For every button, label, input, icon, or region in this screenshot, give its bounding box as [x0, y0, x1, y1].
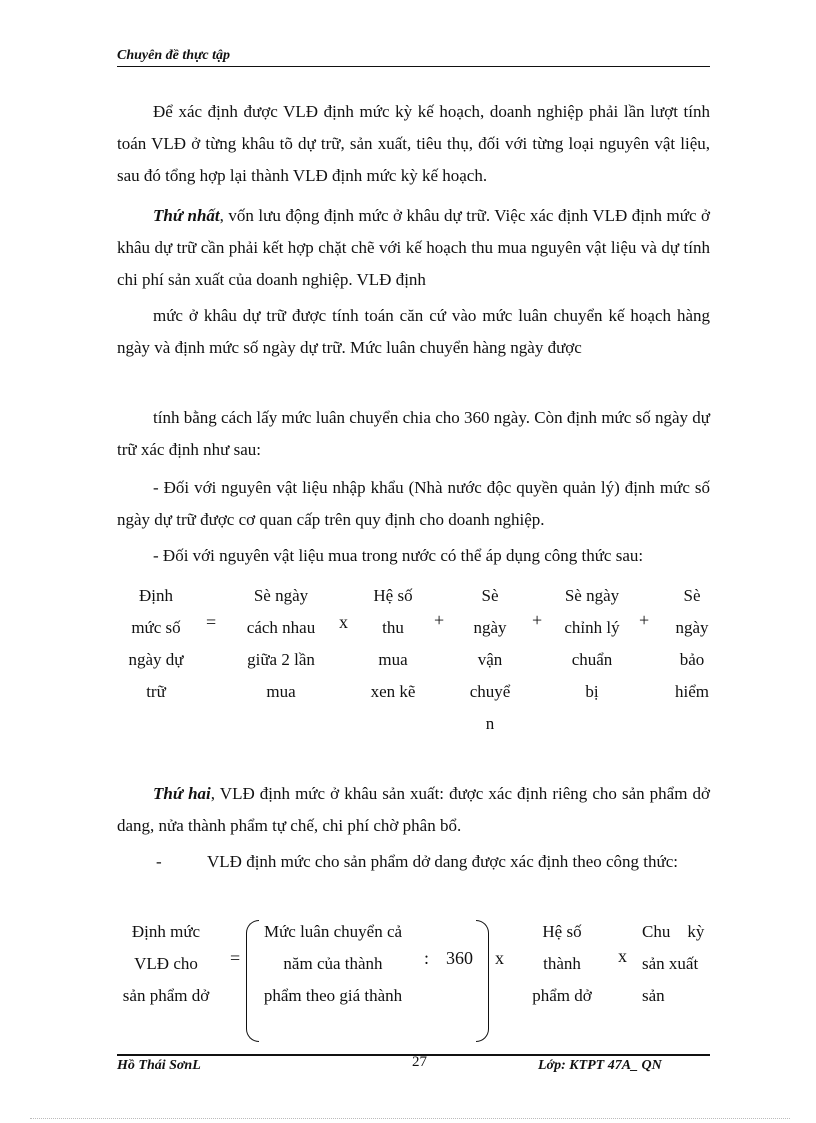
- header-title: Chuyên đề thực tập: [117, 48, 231, 63]
- paragraph-1: Để xác định được VLĐ định mức kỳ kế hoạch, doanh nghiệp phải lần lượt tính toán VLĐ ở từng khâu tõ dự trữ, sản xuất, tiêu thụ, đối với từng loại nguyên vật liệu, sau đó tổng hợp lại thành VLĐ định mức kỳ kế hoạch.: [117, 102, 710, 185]
- paragraph-7: [117, 778, 710, 842]
- f1-plus-2: +: [532, 610, 543, 630]
- header-rule: [117, 66, 710, 67]
- paragraph-7-lead: Thứ hai: [153, 784, 211, 803]
- f2-times-1: x: [495, 948, 504, 968]
- f1-plus-3: +: [639, 610, 650, 630]
- f2-right-paren: [476, 920, 489, 1042]
- f1-times: x: [339, 612, 348, 632]
- f2-term-cycle: Chu kỳ sản xuất sản: [642, 922, 705, 1005]
- footer-author: Hồ Thái SơnL: [117, 1058, 201, 1073]
- f2-term-coefficient: Hệ số thành phẩm dở: [532, 922, 592, 1005]
- paragraph-8: VLĐ định mức cho sản phẩm dở dang được xác định theo công thức:: [207, 852, 678, 871]
- f2-360: 360: [446, 948, 473, 968]
- page-bottom-dotted-line: [30, 1118, 790, 1119]
- f1-term-transport: Sè ngày vận chuyể n: [469, 586, 511, 733]
- paragraph-2-lead: Thứ nhất: [153, 206, 220, 225]
- paragraph-5: - Đối với nguyên vật liệu nhập khẩu (Nhà nước độc quyền quản lý) định mức số ngày dự trữ được cơ quan cấp trên quy định cho doanh nghiệp.: [117, 478, 710, 529]
- f2-term-annual-turnover: Mức luân chuyển cả năm của thành phẩm theo giá thành: [263, 922, 403, 1005]
- f1-term-interval: Sè ngày cách nhau giữa 2 lần mua: [246, 586, 316, 701]
- f2-term-wip-norm: Định mức VLĐ cho sản phẩm dở: [122, 922, 210, 1005]
- f1-term-coefficient: Hệ số thu mua xen kẽ: [370, 586, 416, 701]
- f1-term-preparation: Sè ngày chỉnh lý chuẩn bị: [564, 586, 620, 701]
- paragraph-3: mức ở khâu dự trữ được tính toán căn cứ vào mức luân chuyển kế hoạch hàng ngày và định mức số ngày dự trữ. Mức luân chuyển hàng ngày được: [117, 306, 710, 357]
- f1-equals: =: [206, 612, 217, 632]
- f2-divide: :: [424, 948, 430, 968]
- paragraph-8-dash: -: [156, 852, 162, 871]
- paragraph-7-text: , VLĐ định mức ở khâu sản xuất: được xác định riêng cho sản phẩm dở dang, nửa thành phẩm tự chế, chi phí chờ phân bổ.: [117, 784, 711, 835]
- paragraph-6: - Đối với nguyên vật liệu mua trong nước có thể áp dụng công thức sau:: [153, 546, 644, 565]
- footer-class: Lớp: KTPT 47A_ QN: [538, 1058, 662, 1073]
- f2-equals: =: [230, 948, 241, 968]
- f1-plus-1: +: [434, 610, 445, 630]
- f1-term-insurance: Sè ngày bảo hiểm: [675, 586, 709, 701]
- paragraph-2: [117, 200, 710, 296]
- paragraph-4: tính bằng cách lấy mức luân chuyển chia cho 360 ngày. Còn định mức số ngày dự trữ xác định như sau:: [117, 408, 710, 459]
- paragraph-2-text: , vốn lưu động định mức ở khâu dự trữ. Việc xác định VLĐ định mức ở khâu dự trữ cần phải kết hợp chặt chẽ với kế hoạch thu mua nguyên vật liệu và dự tính chi phí sản xuất của doanh nghiệp. VLĐ định: [117, 206, 710, 289]
- f2-times-2: x: [618, 946, 627, 966]
- page-number: 27: [412, 1054, 427, 1070]
- f1-term-days-norm: Định mức số ngày dự trữ: [128, 586, 184, 701]
